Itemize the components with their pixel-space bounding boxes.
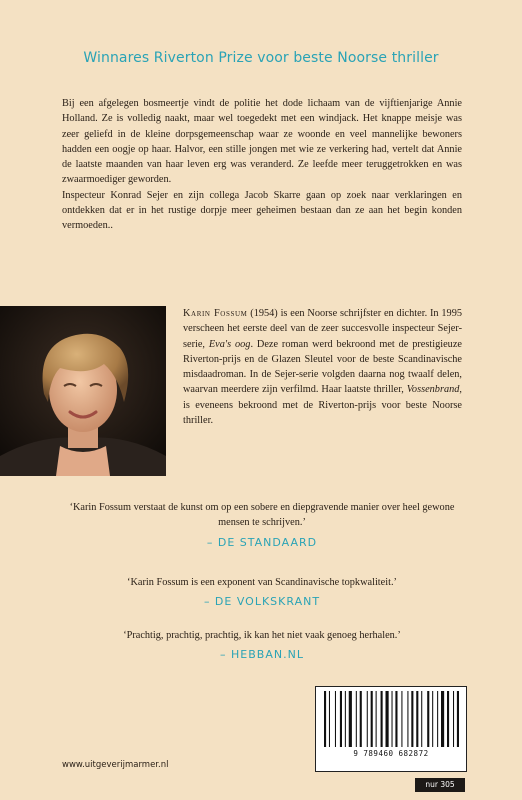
synopsis [62,96,462,234]
author-name: Karin Fossum [183,308,248,319]
quote-text: ‘Karin Fossum verstaat de kunst om op een sobere en diepgravende manier over heel gewone mensen te schrijven.’ [69,502,455,529]
barcode-bar [421,691,422,747]
barcode-bar [395,691,397,747]
barcode-bar [335,691,336,747]
barcode-bar [360,691,362,747]
publisher-website: www.uitgeverijmarmer.nl [62,760,169,770]
barcode-bar [453,691,454,747]
quote-source: – HEBBAN.NL [220,648,304,662]
barcode-bar [416,691,418,747]
barcode-bar [447,691,449,747]
barcode-bar [324,691,326,747]
barcode-bar [432,691,433,747]
bio-text-1: (1954) is een Noorse schrijfster en dichter. In 1995 verscheen het eerste deel van de zeer succesvolle inspecteur Sejer-serie, [183,308,462,350]
tagline: Winnares Riverton Prize voor beste Noorse thriller [83,50,439,66]
quote-source: – DE VOLKSKRANT [203,595,321,609]
isbn-barcode [315,686,467,772]
barcode-bar [356,691,357,747]
barcode-bar [457,691,459,747]
barcode-bar [349,691,352,747]
quote-text: ‘Karin Fossum is een exponent van Scandinavische topkwaliteit.’ [127,577,397,588]
barcode-bar [340,691,342,747]
barcode-bar [392,691,393,747]
barcode-bar [407,691,408,747]
barcode-bar [437,691,438,747]
author-photo [0,306,166,476]
quote-source: – DE STANDAARD [206,535,318,549]
barcode-bar [386,691,389,747]
barcode-bars [316,687,466,749]
author-bio [183,306,462,428]
barcode-bar [371,691,373,747]
quote-text: ‘Prachtig, prachtig, prachtig, ik kan het niet vaak genoeg herhalen.’ [123,630,401,641]
barcode-bar [411,691,413,747]
nur-label: nur 305 [415,778,465,792]
review-quote [62,575,462,610]
review-quote [62,500,462,550]
book-title-vossenbrand: Vossenbrand [406,384,460,396]
barcode-bar [441,691,444,747]
synopsis-paragraph-1: Bij een afgelegen bosmeertje vindt de politie het dode lichaam van de vijftienjarige Annie Holland. Ze is volledig naakt, maar wel toegedekt met een windjack. Het knappe meisje was zeer geliefd in de kleine dorpsgemeenschap waar ze woonde en veel mannelijke bewoners hadden een oogje op haar. Halvor, een stille jongen met wie ze verkering had, vertelt dat Annie de laatste maanden van haar leven erg was veranderd. Ze leefde meer teruggetrokken en was zwaarmoediger geworden. [62,98,462,186]
barcode-bar [367,691,368,747]
barcode-bar [329,691,330,747]
isbn-digits: 9 789460 682872 [353,749,429,758]
bio-text-3: , is eveneens bekroond met de Riverton-prijs voor beste Noorse thriller. [183,384,462,427]
bio-text-2: . Deze roman werd bekroond met de prestigieuze Riverton-prijs en de Glazen Sleutel voor de beste Scandinavische misdaadroman. In de Sejer-serie volgden daarna nog twaalf delen, waarvan meerdere zijn verfilmd. Haar laatste thriller, [183,338,462,396]
barcode-bar [427,691,429,747]
book-title-evas-oog: Eva's oog [208,338,251,350]
synopsis-paragraph-2: Inspecteur Konrad Sejer en zijn collega Jacob Skarre gaan op zoek naar verklaringen en ontdekken dat er in het rustige dorpje meer geheimen bestaan dan ze aan het begin konden vermoeden.. [62,189,462,232]
barcode-bar [345,691,346,747]
barcode-bar [401,691,402,747]
review-quote [62,628,462,663]
barcode-bar [376,691,377,747]
barcode-bar [381,691,383,747]
author-portrait-image [0,306,166,476]
